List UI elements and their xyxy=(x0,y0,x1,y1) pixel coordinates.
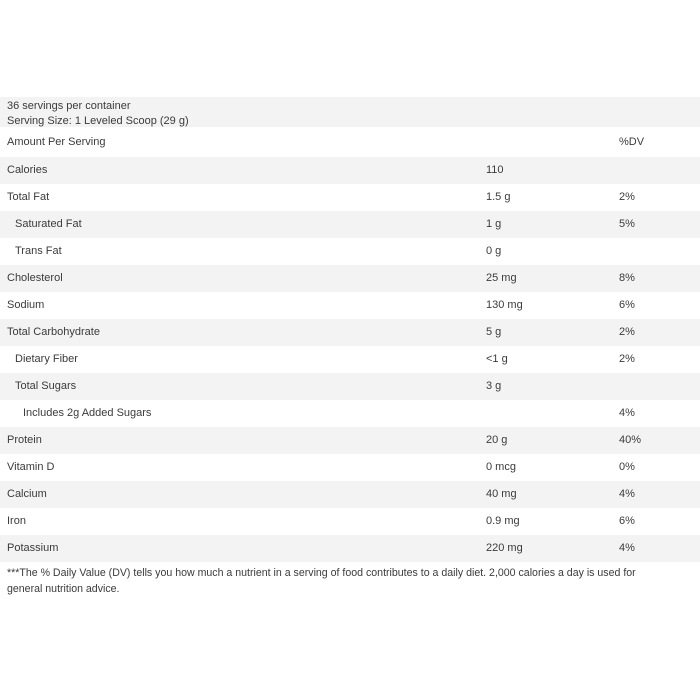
nutrient-name: Trans Fat xyxy=(15,245,62,257)
nutrient-name: Total Carbohydrate xyxy=(7,326,100,338)
nutrient-name: Protein xyxy=(7,434,42,446)
nutrient-row xyxy=(0,400,700,427)
nutrient-row xyxy=(0,265,700,292)
nutrient-daily-value: 6% xyxy=(619,515,635,527)
nutrient-row xyxy=(0,184,700,211)
daily-value-header: %DV xyxy=(619,136,645,148)
nutrient-name: Sodium xyxy=(7,299,45,311)
nutrient-daily-value: 40% xyxy=(619,434,642,446)
nutrient-daily-value: 2% xyxy=(619,353,635,365)
nutrient-name: Calories xyxy=(7,164,48,176)
nutrient-row xyxy=(0,427,700,454)
nutrient-daily-value: 8% xyxy=(619,272,635,284)
nutrient-name: Cholesterol xyxy=(7,272,63,284)
nutrient-amount: 130 mg xyxy=(486,299,523,311)
nutrient-amount: 5 g xyxy=(486,326,502,338)
nutrient-row xyxy=(0,373,700,400)
nutrient-row xyxy=(0,508,700,535)
servings-per-container: 36 servings per container xyxy=(7,100,131,112)
nutrient-name: Total Sugars xyxy=(15,380,77,392)
nutrient-row xyxy=(0,292,700,319)
nutrient-amount: <1 g xyxy=(486,353,508,365)
amount-per-serving-header xyxy=(0,127,700,157)
nutrient-amount: 1 g xyxy=(486,218,502,230)
nutrient-name: Potassium xyxy=(7,542,59,554)
nutrient-row xyxy=(0,238,700,265)
nutrition-facts-table xyxy=(0,97,700,597)
serving-info xyxy=(0,97,700,127)
nutrient-row xyxy=(0,211,700,238)
nutrient-daily-value: 5% xyxy=(619,218,635,230)
nutrient-name: Calcium xyxy=(7,488,47,500)
nutrient-name: Total Fat xyxy=(7,191,50,203)
nutrient-amount: 0.9 mg xyxy=(486,515,520,527)
nutrient-amount: 0 g xyxy=(486,245,502,257)
nutrient-amount: 1.5 g xyxy=(486,191,511,203)
nutrient-name: Iron xyxy=(7,515,26,527)
nutrient-amount: 110 xyxy=(486,164,504,176)
nutrient-row xyxy=(0,481,700,508)
nutrient-amount: 20 g xyxy=(486,434,508,446)
nutrient-daily-value: 4% xyxy=(619,407,635,419)
nutrient-name: Saturated Fat xyxy=(15,218,82,230)
nutrient-daily-value: 2% xyxy=(619,326,635,338)
nutrient-amount: 3 g xyxy=(486,380,502,392)
nutrient-amount: 25 mg xyxy=(486,272,517,284)
nutrient-daily-value: 0% xyxy=(619,461,635,473)
nutrient-amount: 0 mcg xyxy=(486,461,516,473)
nutrient-name: Vitamin D xyxy=(7,461,55,473)
nutrient-row xyxy=(0,454,700,481)
nutrient-name: Dietary Fiber xyxy=(15,353,78,365)
nutrient-row xyxy=(0,319,700,346)
serving-size: Serving Size: 1 Leveled Scoop (29 g) xyxy=(7,115,189,127)
daily-value-footnote: ***The % Daily Value (DV) tells you how much a nutrient in a serving of food contributes to a daily diet. 2,000 calories a day is used for general nutrition advice. xyxy=(7,567,636,595)
amount-per-serving-label: Amount Per Serving xyxy=(7,136,106,148)
nutrient-row xyxy=(0,346,700,373)
nutrient-daily-value: 2% xyxy=(619,191,635,203)
nutrient-daily-value: 4% xyxy=(619,488,635,500)
nutrient-row xyxy=(0,535,700,562)
nutrient-amount: 40 mg xyxy=(486,488,517,500)
nutrient-daily-value: 6% xyxy=(619,299,635,311)
nutrient-daily-value: 4% xyxy=(619,542,635,554)
nutrient-name: Includes 2g Added Sugars xyxy=(23,407,152,419)
nutrient-row xyxy=(0,157,700,184)
nutrient-amount: 220 mg xyxy=(486,542,523,554)
